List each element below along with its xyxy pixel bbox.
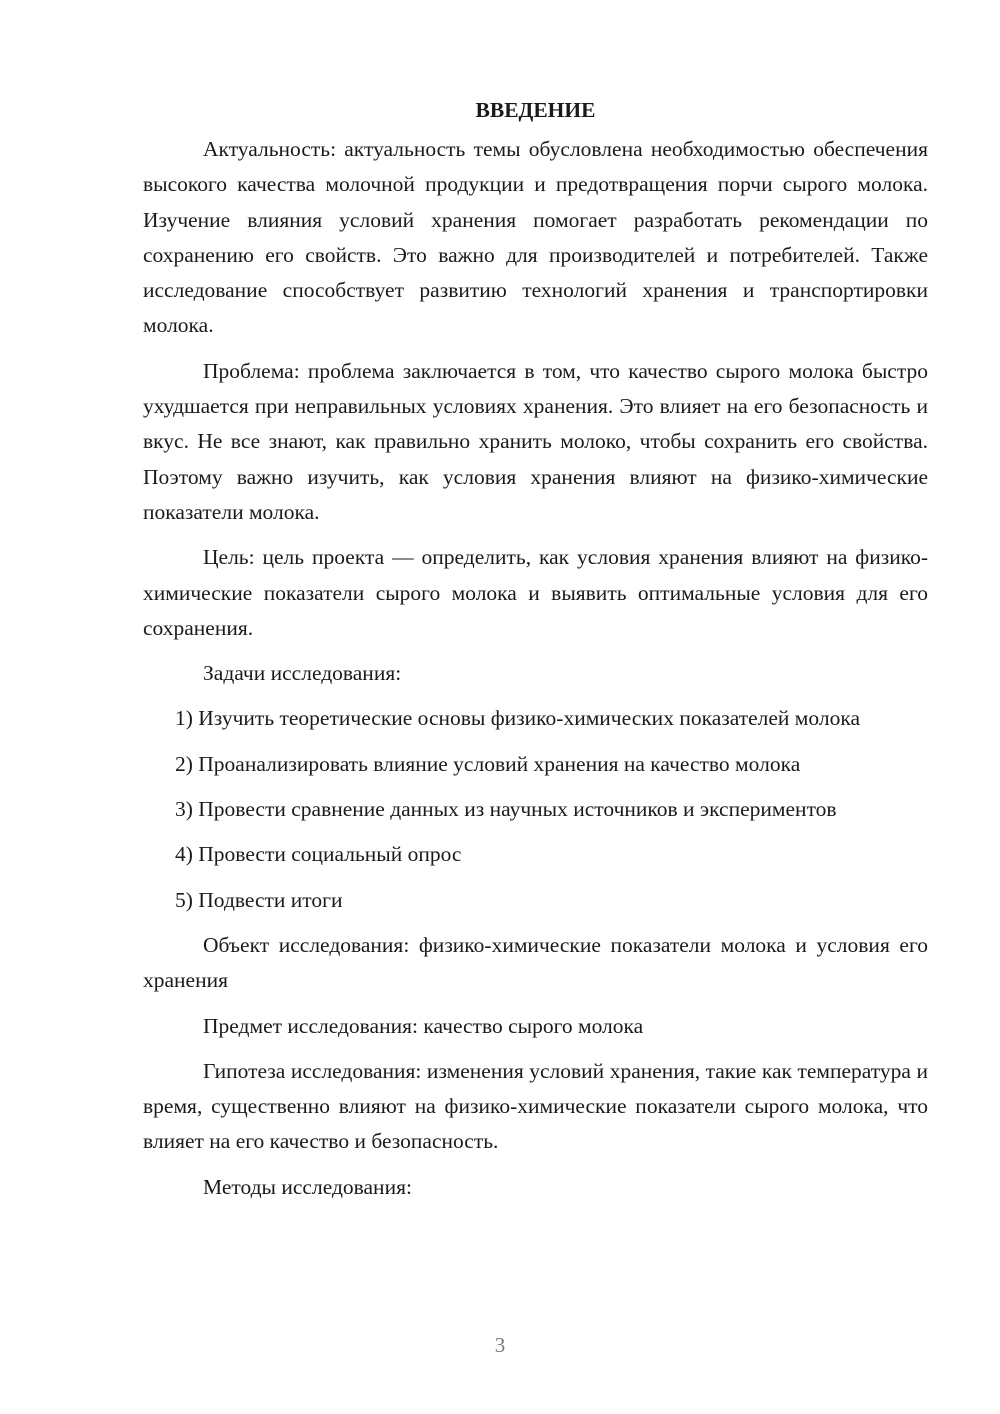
methods-heading: Методы исследования: [203, 1174, 412, 1199]
tasks-heading: Задачи исследования: [203, 661, 402, 686]
task-item-2: 2) Проанализировать влияние условий хранения на качество молока [175, 751, 801, 776]
task-item-4: 4) Провести социальный опрос [175, 842, 462, 867]
relevance-paragraph: Актуальность: актуальность темы обусловлена необходимостью обеспечения высокого качества молочной продукции и предотвращения порчи сырого молока. Изучение влияния условий хранения помогает разработать рекомендации по сохранению его свойств. Это важно для производителей и потребителей. Также исследование способствует развитию технологий хранения и транспортировки молока. [143, 137, 928, 338]
subject-paragraph: Предмет исследования: качество сырого молока [203, 1013, 644, 1038]
task-item-5: 5) Подвести итоги [175, 887, 343, 912]
section-title: ВВЕДЕНИЕ [475, 98, 596, 122]
page-body [143, 96, 928, 1215]
object-paragraph: Объект исследования: физико-химические показатели молока и условия его хранения [143, 932, 928, 993]
task-item-1: 1) Изучить теоретические основы физико-химических показателей молока [175, 706, 861, 731]
problem-paragraph: Проблема: проблема заключается в том, что качество сырого молока быстро ухудшается при неправильных условиях хранения. Это влияет на его безопасность и вкус. Не все знают, как правильно хранить молоко, чтобы сохранить его свойства. Поэтому важно изучить, как условия хранения влияют на физико-химические показатели молока. [143, 358, 928, 524]
goal-paragraph: Цель: цель проекта — определить, как условия хранения влияют на физико-химические показатели сырого молока и выявить оптимальные условия для его сохранения. [143, 545, 928, 640]
page-number: 3 [494, 1333, 506, 1357]
task-item-3: 3) Провести сравнение данных из научных источников и экспериментов [175, 797, 837, 822]
hypothesis-paragraph: Гипотеза исследования: изменения условий хранения, такие как температура и время, существенно влияют на физико-химические показатели сырого молока, что влияет на его качество и безопасность. [143, 1058, 928, 1154]
